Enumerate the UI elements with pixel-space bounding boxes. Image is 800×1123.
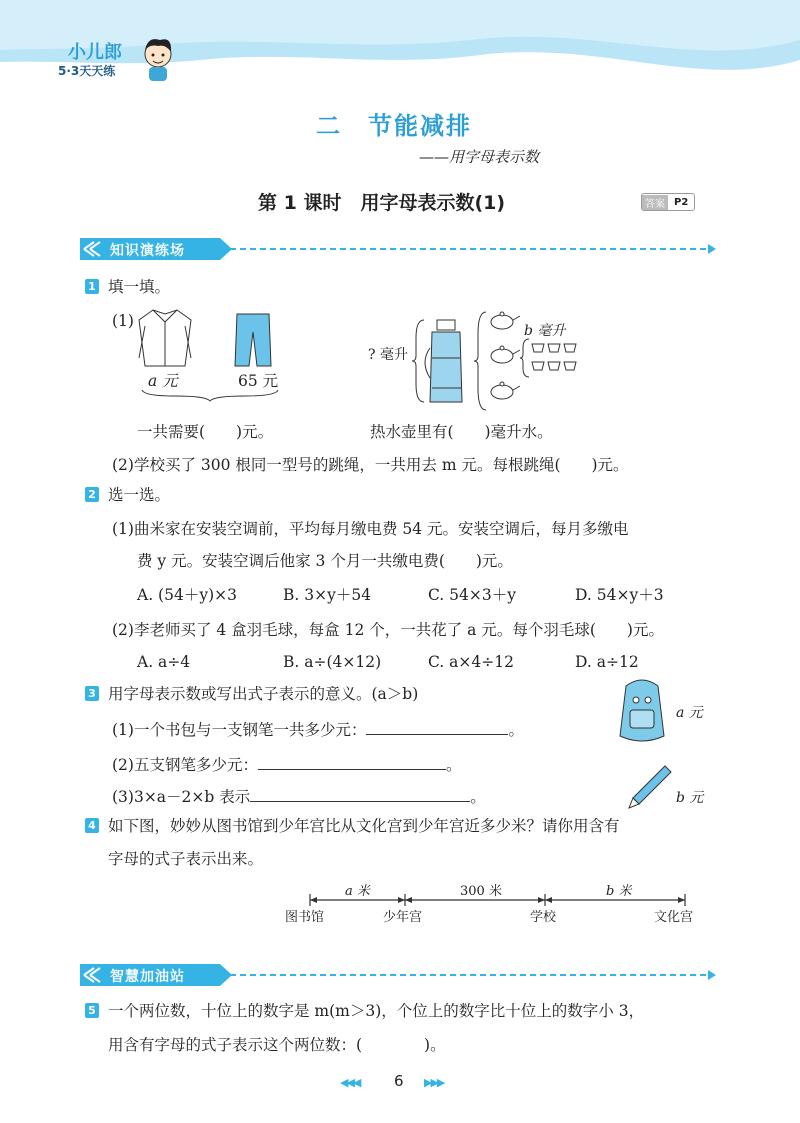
q2-p2-option-d[interactable]: D. a÷12 [575,653,639,671]
answer-label: 答案 [642,195,668,210]
unit-subtitle: ——用字母表示数 [419,148,540,166]
backpack-price: a 元 [676,705,703,721]
lesson-title: 第 1 课时 用字母表示数(1) [258,192,506,214]
place-school: 学校 [530,910,557,925]
q3-number: 3 [85,686,99,701]
q2-p1-option-d[interactable]: D. 54×y＋3 [575,586,664,604]
q5-line2: 用含有字母的式子表示这个两位数：( )。 [108,1036,446,1054]
footer-prev-arrows: ◀◀◀ [340,1076,360,1089]
place-youth-palace: 少年宫 [383,910,423,925]
shirt-price: a 元 [148,372,178,390]
q2-part1-line2: 费 y 元。安装空调后他家 3 个月一共缴电费( )元。 [137,552,513,570]
segment-mid-label: 300 米 [460,884,502,899]
q3-part2-text: (2)五支钢笔多少元： [112,756,258,774]
footer-next-arrows: ▶▶▶ [424,1076,444,1089]
q4-number: 4 [85,818,99,833]
q5-line1: 一个两位数，十位上的数字是 m(m＞3)，个位上的数字比十位上的数字小 3， [108,1002,645,1020]
practice-section-title: 知识演练场 [110,243,185,259]
q2-p1-option-b[interactable]: B. 3×y＋54 [283,586,372,604]
place-library: 图书馆 [285,910,325,925]
q1-part1-label: (1) [112,312,134,330]
q1-number: 1 [85,279,99,294]
q2-title: 选一选。 [108,486,171,504]
q2-part2: (2)李老师买了 4 盒羽毛球，每盒 12 个，一共花了 a 元。每个羽毛球( )元。 [112,621,664,639]
boy-mascot-icon [138,34,178,82]
q5-number: 5 [85,1003,99,1018]
segment-a-label: a 米 [345,884,370,899]
segment-b-label: b 米 [606,884,632,899]
brand-logo [58,38,188,88]
pants-price: 65 元 [238,372,279,390]
q2-p1-option-a[interactable]: A. (54＋y)×3 [137,586,237,604]
answer-page: P2 [674,196,689,208]
q3-part3-answer-line[interactable] [250,787,470,802]
q2-part1-line1: (1)曲米家在安装空调前，平均每月缴电费 54 元。安装空调后，每月多缴电 [112,520,629,538]
q3-part3: (3)3×a－2×b 表示 。 [112,788,486,806]
q2-number: 2 [85,487,99,502]
cups-brace [520,338,530,378]
answer-tag [641,193,695,211]
cups-icon [530,340,580,376]
unit-title: 二 节能减排 [316,112,472,140]
total-brace [140,388,280,402]
q2-p2-option-b[interactable]: B. a÷(4×12) [283,653,382,671]
q1-title: 填一填。 [108,278,171,296]
pants-icon [233,310,273,368]
place-culture-palace: 文化宫 [654,910,694,925]
q4-line2: 字母的式子表示出来。 [108,850,264,868]
q3-part3-text: (3)3×a－2×b 表示 [112,788,251,806]
q3-part1: (1)一个书包与一支钢笔一共多少元： 。 [112,721,524,739]
kettle-unknown: ? 毫升 [368,347,408,363]
q3-part1-answer-line[interactable] [366,720,508,735]
teapots-icon [484,306,522,410]
backpack-icon [612,676,672,746]
q2-p2-option-a[interactable]: A. a÷4 [137,653,191,671]
brand-name: 小儿郎 [68,42,122,63]
brand-series: 5·3天天练 [58,64,116,78]
q3-part2: (2)五支钢笔多少元： 。 [112,756,462,774]
q3-part1-text: (1)一个书包与一支钢笔一共多少元： [112,721,367,739]
q1-left-text: 一共需要( )元。 [137,423,274,441]
challenge-section-title: 智慧加油站 [110,969,185,985]
q2-p2-option-c[interactable]: C. a×4÷12 [428,653,514,671]
page-number: 6 [394,1072,404,1090]
pen-icon [625,762,673,810]
shirt-icon [135,306,195,368]
q4-line1: 如下图，妙妙从图书馆到少年宫比从文化宫到少年宫近多少米？请你用含有 [108,817,620,835]
q3-part2-answer-line[interactable] [258,755,446,770]
q1-right-text: 热水壶里有( )毫升水。 [370,423,553,441]
thermos-icon [424,318,468,408]
q1-part2: (2)学校买了 300 根同一型号的跳绳，一共用去 m 元。每根跳绳( )元。 [112,456,629,474]
q3-title: 用字母表示数或写出式子表示的意义。(a＞b) [108,685,419,703]
pen-price: b 元 [676,790,704,806]
q2-p1-option-c[interactable]: C. 54×3＋y [428,586,516,604]
cup-label: b 毫升 [524,323,566,339]
